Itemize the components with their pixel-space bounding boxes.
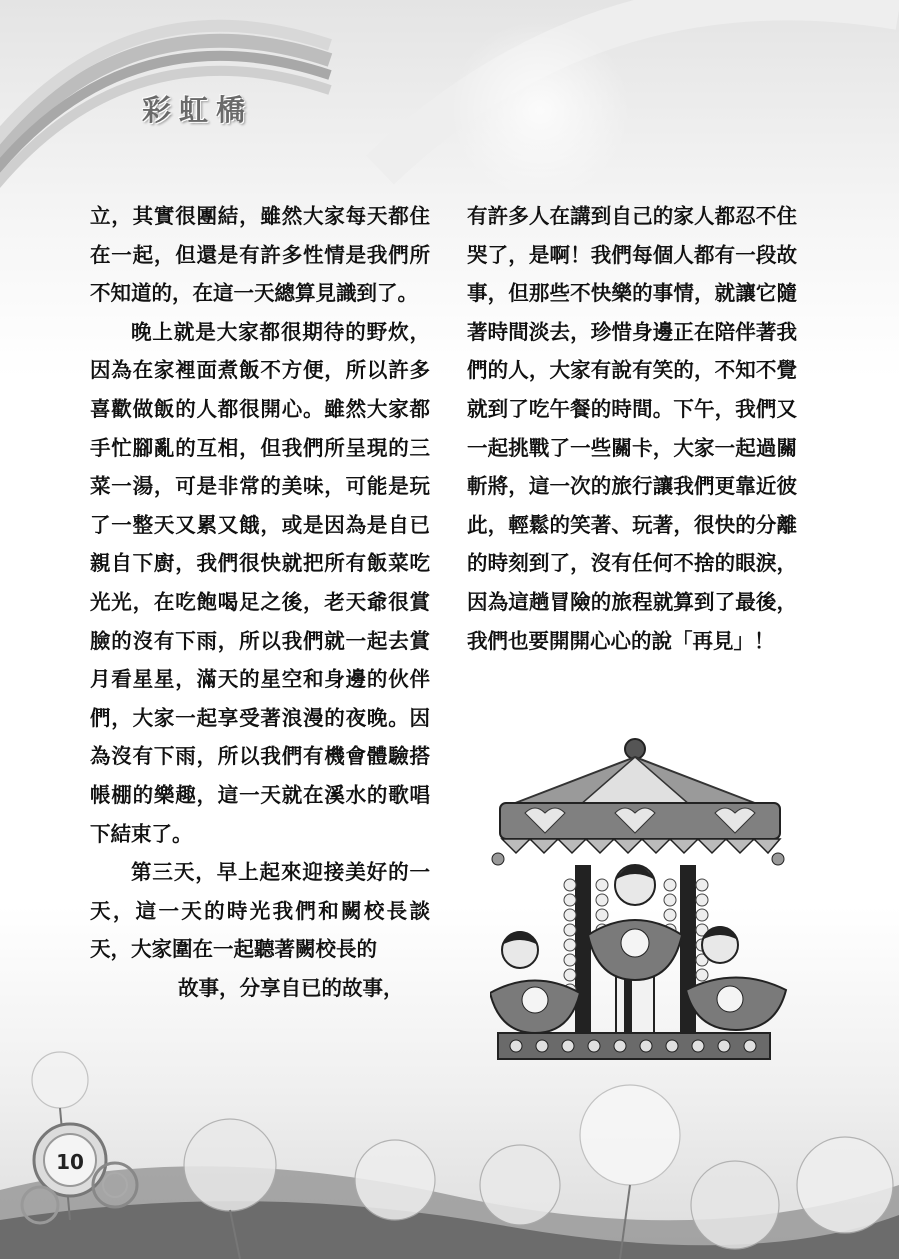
paragraph: 晚上就是大家都很期待的野炊，因為在家裡面煮飯不方便，所以許多喜歡做飯的人都很開心。雖然大家都手忙腳亂的互相，但我們所呈現的三菜一湯，可是非常的美味，可能是玩了一整天又累又餓，或是因為是自已親自下廚，我們很快就把所有飯菜吃光光，在吃飽喝足之後，老天爺很賞臉的沒有下雨，所以我們就一起去賞月看星星，滿天的星空和身邊的伙伴們，大家一起享受著浪漫的夜晚。因為沒有下雨，所以我們有機會體驗搭帳棚的樂趣，這一天就在溪水的歌唱下結束了。 bbox=[90, 319, 430, 846]
paragraph: 故事，分享自已的故事， bbox=[178, 975, 404, 1000]
section-title: 彩虹橋 bbox=[142, 93, 254, 127]
paragraph: 立，其實很團結，雖然大家每天都住在一起，但還是有許多性情是我們所不知道的，在這一天總算見識到了。 bbox=[90, 204, 430, 306]
rainbow-arc-icon bbox=[0, 0, 899, 190]
article-left-column bbox=[90, 197, 430, 1007]
carousel-with-children-icon bbox=[490, 735, 790, 1065]
article-right-column bbox=[467, 197, 797, 660]
dandelion-flowers-icon bbox=[0, 1020, 899, 1259]
paragraph: 第三天，早上起來迎接美好的一天，這一天的時光我們和闕校長談天，大家圍在一起聽著闕校長的 bbox=[90, 860, 430, 962]
page-number: 10 bbox=[56, 1150, 84, 1174]
paragraph: 有許多人在講到自己的家人都忍不住哭了，是啊！我們每個人都有一段故事，但那些不快樂的事情，就讓它隨著時間淡去，珍惜身邊正在陪伴著我們的人，大家有說有笑的，不知不覺就到了吃午餐的時間。下午，我們又一起挑戰了一些關卡，大家一起過關斬將，這一次的旅行讓我們更靠近彼此，輕鬆的笑著、玩著，很快的分離的時刻到了，沒有任何不捨的眼淚，因為這趟冒險的旅程就算到了最後，我們也要開開心心的說「再見」！ bbox=[467, 204, 797, 653]
